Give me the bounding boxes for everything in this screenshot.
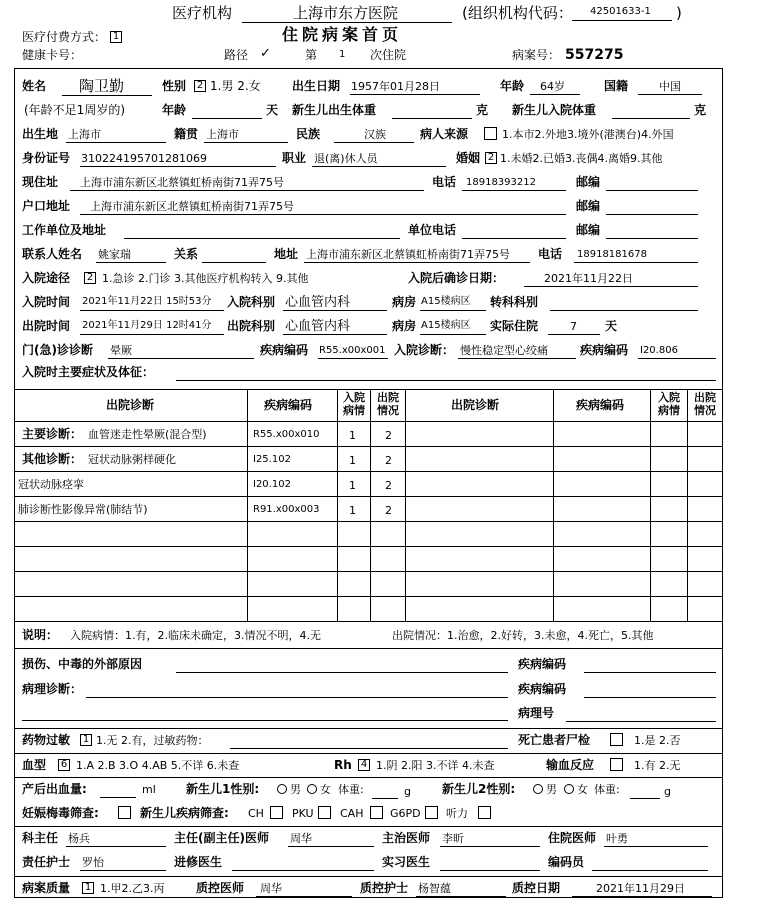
diag-in-status: 1 [349, 454, 356, 467]
diag-out-status: 2 [385, 504, 392, 517]
ml-unit: ml [142, 783, 156, 796]
resident-value: 叶勇 [606, 832, 628, 845]
screen-pku-label: PKU [292, 807, 314, 820]
sex-options: 1.男 2.女 [210, 79, 261, 93]
contact-phone-label: 电话 [538, 247, 563, 261]
age-value: 64岁 [540, 80, 565, 93]
quality-options: 1.甲2.乙3.丙 [100, 882, 165, 895]
col-in-right: 入院病情 [658, 391, 680, 417]
diag-out-status: 2 [385, 479, 392, 492]
col-out-right: 出院情况 [694, 391, 716, 417]
pay-label: 医疗付费方式： [22, 30, 107, 44]
nb2-sex-label: 新生儿2性别: [442, 782, 516, 796]
nb2-female-label: 女 [577, 783, 588, 796]
pp-blood-label: 产后出血量: [22, 782, 87, 796]
director-value: 杨兵 [68, 832, 90, 845]
ethnic-label: 民族 [296, 127, 321, 141]
out-dept-label: 出院科别 [227, 319, 276, 333]
screen-cah-checkbox[interactable] [370, 806, 383, 819]
gram-label-2: 克 [694, 103, 707, 117]
screen-g6pd-label: G6PD [390, 807, 421, 820]
chief-value: 周华 [290, 832, 312, 845]
autopsy-checkbox[interactable] [610, 733, 623, 746]
in-diag-label: 入院诊断： [394, 343, 455, 357]
nb1-weight-label: 体重: [338, 783, 364, 796]
times-value: 1 [339, 49, 346, 60]
id-label: 身份证号 [22, 151, 71, 165]
resident-label: 住院医师 [548, 831, 597, 845]
diag-in-status: 1 [349, 479, 356, 492]
nb1-g-unit: g [404, 785, 411, 798]
work-label: 工作单位及地址 [22, 223, 107, 237]
sex-box[interactable]: 2 [194, 80, 206, 92]
intern-label: 实习医生 [382, 855, 431, 869]
screen-hearing-checkbox[interactable] [478, 806, 491, 819]
er-diag-label: 门(急)诊诊断 [22, 343, 93, 357]
source-label: 病人来源 [420, 127, 469, 141]
native-value: 上海市 [206, 128, 239, 141]
job-label: 职业 [282, 151, 307, 165]
nation-label: 国籍 [604, 79, 629, 93]
contact-addr-label: 地址 [274, 247, 299, 261]
screen-cah-label: CAH [340, 807, 364, 820]
job-value: 退(离)休人员 [314, 152, 378, 165]
native-label: 籍贯 [174, 127, 199, 141]
col-code-left: 疾病编码 [264, 398, 313, 412]
nb-screen-label: 新生儿疾病筛查: [140, 806, 229, 820]
rh-box[interactable]: 4 [358, 759, 370, 771]
in-route-box[interactable]: 2 [84, 272, 96, 284]
ward-label-2: 病房 [392, 319, 417, 333]
screen-ch-checkbox[interactable] [270, 806, 283, 819]
allergy-options: 1.无 2.有，过敏药物： [96, 734, 209, 747]
page-title: 住院病案首页 [282, 25, 403, 44]
infant-note: (年龄不足1周岁的) [24, 103, 125, 117]
diag-name: 肺诊断性影像异常(肺结节) [18, 503, 148, 516]
autopsy-options: 1.是 2.否 [634, 734, 681, 747]
col-out-left: 出院情况 [377, 391, 399, 417]
ethnic-value: 汉族 [364, 128, 386, 141]
screen-g6pd-checkbox[interactable] [425, 806, 438, 819]
address-value: 上海市浦东新区北蔡镇虹桥南街71弄75号 [80, 176, 284, 189]
col-diag-right: 出院诊断 [451, 398, 500, 412]
diag-code: R55.x00x010 [253, 429, 320, 440]
screen-hearing-label: 听力 [446, 807, 468, 820]
coder-label: 编码员 [548, 855, 585, 869]
rh-label: Rh [334, 758, 352, 772]
org-code-close: ) [676, 4, 682, 22]
confirm-date: 2021年11月22日 [544, 272, 633, 285]
diag-code: I20.102 [253, 479, 291, 490]
days-unit: 天 [605, 319, 618, 333]
advanced-label: 进修医生 [174, 855, 223, 869]
transfusion-options: 1.有 2.无 [634, 759, 681, 772]
director-label: 科主任 [22, 831, 59, 845]
nb2-male-radio[interactable] [533, 784, 543, 794]
marital-box[interactable]: 2 [485, 152, 497, 164]
quality-box[interactable]: 1 [82, 882, 94, 894]
attending-value: 李昕 [442, 832, 464, 845]
record-number: 557275 [565, 47, 624, 63]
marital-options: 1.未婚2.已婚3.丧偶4.离婚9.其他 [500, 152, 663, 165]
route-checkbox[interactable]: ✓ [260, 46, 271, 61]
in-route-options: 1.急诊 2.门诊 3.其他医疗机构转入 9.其他 [102, 272, 309, 285]
note-label: 说明： [22, 628, 59, 642]
in-dept-label: 入院科别 [227, 295, 276, 309]
note-in: 入院病情：1.有，2.临床未确定，3.情况不明，4.无 [70, 629, 321, 642]
nb-in-weight-label: 新生儿入院体重 [512, 103, 597, 117]
address-label: 现住址 [22, 175, 59, 189]
birth-date: 1957年01月28日 [351, 80, 440, 93]
org-label: 医疗机构 [172, 4, 233, 22]
in-route-label: 入院途径 [22, 271, 71, 285]
post-label-2: 邮编 [576, 199, 601, 213]
ward-value-1: A15楼病区 [421, 296, 471, 307]
diag-in-status: 1 [349, 429, 356, 442]
diag-code: R91.x00x003 [253, 504, 320, 515]
post-label-1: 邮编 [576, 175, 601, 189]
nb1-female-label: 女 [320, 783, 331, 796]
allergy-label: 药物过敏 [22, 733, 71, 747]
pathology-code-label: 疾病编码 [518, 682, 567, 696]
autopsy-label: 死亡患者尸检 [518, 733, 591, 747]
infant-age-label: 年龄 [162, 103, 187, 117]
in-code-value: I20.806 [640, 345, 678, 356]
birthplace-value: 上海市 [68, 128, 101, 141]
diag-name: 冠状动脉痉挛 [18, 478, 84, 491]
syphilis-label: 妊娠梅毒筛查: [22, 806, 99, 820]
in-time-value: 2021年11月22日 15时53分 [82, 296, 212, 307]
transfusion-label: 输血反应 [546, 758, 595, 772]
phone-label: 电话 [432, 175, 457, 189]
col-in-left: 入院病情 [343, 391, 365, 417]
age-label: 年龄 [500, 79, 525, 93]
work-phone-label: 单位电话 [408, 223, 457, 237]
hukou-value: 上海市浦东新区北蔡镇虹桥南街71弄75号 [90, 200, 294, 213]
main-diag-prefix: 主要诊断： [22, 427, 83, 441]
nb2-g-unit: g [664, 785, 671, 798]
name-label: 姓名 [22, 79, 47, 93]
other-diag-prefix: 其他诊断： [22, 452, 83, 466]
ward-value-2: A15楼病区 [421, 320, 471, 331]
id-value: 310224195701281069 [81, 152, 207, 165]
injury-label: 损伤、中毒的外部原因 [22, 657, 143, 671]
nb2-female-radio[interactable] [564, 784, 574, 794]
transfer-label: 转科科别 [490, 295, 539, 309]
record-label: 病案号： [512, 48, 561, 62]
ward-label-1: 病房 [392, 295, 417, 309]
phone-value: 18918393212 [466, 177, 536, 188]
quality-label: 病案质量 [22, 881, 71, 895]
qc-nurse-value: 杨智蕴 [418, 882, 451, 895]
syphilis-checkbox[interactable] [118, 806, 131, 819]
diag-out-status: 2 [385, 454, 392, 467]
form-frame [14, 68, 723, 898]
blood-label: 血型 [22, 758, 47, 772]
gram-label-1: 克 [476, 103, 489, 117]
contact-phone-value: 18918181678 [577, 249, 647, 260]
nb1-male-radio[interactable] [277, 784, 287, 794]
symptom-label: 入院时主要症状及体征： [22, 365, 155, 379]
nurse-value: 罗怡 [82, 856, 104, 869]
source-options: 1.本市2.外地3.境外(港澳台)4.外国 [502, 128, 674, 141]
out-time-label: 出院时间 [22, 319, 71, 333]
times-label: 次住院 [370, 48, 407, 62]
pathology-label: 病理诊断： [22, 682, 83, 696]
diag-code: I25.102 [253, 454, 291, 465]
in-code-label: 疾病编码 [580, 343, 629, 357]
qc-date-value: 2021年11月29日 [596, 882, 685, 895]
diag-in-status: 1 [349, 504, 356, 517]
sex-label: 性别 [162, 79, 187, 93]
health-card-label: 健康卡号： [22, 48, 83, 62]
pay-box[interactable]: 1 [110, 31, 122, 43]
days-label: 实际住院 [490, 319, 539, 333]
injury-code-label: 疾病编码 [518, 657, 567, 671]
contact-addr-value: 上海市浦东新区北蔡镇虹桥南街71弄75号 [306, 248, 510, 261]
org-name: 上海市东方医院 [293, 4, 399, 22]
day-label: 天 [266, 103, 279, 117]
chief-label: 主任(副主任)医师 [174, 831, 269, 845]
org-code: 42501633-1 [590, 6, 651, 17]
pathology-no-label: 病理号 [518, 706, 555, 720]
in-dept-value: 心血管内科 [285, 295, 351, 310]
out-time-value: 2021年11月29日 12时41分 [82, 320, 212, 331]
screen-pku-checkbox[interactable] [318, 806, 331, 819]
col-diag-left: 出院诊断 [106, 398, 155, 412]
relation-label: 关系 [174, 247, 199, 261]
diag-out-status: 2 [385, 429, 392, 442]
marital-label: 婚姻 [456, 151, 481, 165]
diag-name: 冠状动脉粥样硬化 [88, 453, 176, 466]
nb-weight-label: 新生儿出生体重 [292, 103, 377, 117]
qc-nurse-label: 质控护士 [360, 881, 409, 895]
attending-label: 主治医师 [382, 831, 431, 845]
in-diag-value: 慢性稳定型心绞痛 [460, 344, 548, 357]
confirm-label: 入院后确诊日期： [408, 271, 505, 285]
nb1-female-radio[interactable] [307, 784, 317, 794]
di-label: 第 [305, 48, 318, 62]
hukou-label: 户口地址 [22, 199, 71, 213]
nation-value: 中国 [659, 80, 681, 93]
qc-doctor-value: 周华 [260, 882, 282, 895]
blood-box[interactable]: 6 [58, 759, 70, 771]
nb1-sex-label: 新生儿1性别: [186, 782, 260, 796]
nb1-male-label: 男 [290, 783, 301, 796]
post-label-3: 邮编 [576, 223, 601, 237]
col-code-right: 疾病编码 [576, 398, 625, 412]
nb2-male-label: 男 [546, 783, 557, 796]
note-out: 出院情况：1.治愈，2.好转，3.未愈，4.死亡，5.其他 [392, 629, 654, 642]
in-time-label: 入院时间 [22, 295, 71, 309]
route-label: 路径 [224, 48, 249, 62]
qc-doctor-label: 质控医师 [196, 881, 245, 895]
birthplace-label: 出生地 [22, 127, 59, 141]
er-code-label: 疾病编码 [260, 343, 309, 357]
screen-ch-label: CH [248, 807, 264, 820]
nurse-label: 责任护士 [22, 855, 71, 869]
blood-options: 1.A 2.B 3.O 4.AB 5.不详 6.未查 [76, 759, 240, 772]
er-code-value: R55.x00x001 [319, 345, 386, 356]
er-diag-value: 晕厥 [110, 344, 132, 357]
contact-label: 联系人姓名 [22, 247, 83, 261]
org-code-label: (组织机构代码： [462, 4, 573, 22]
transfusion-checkbox[interactable] [610, 758, 623, 771]
qc-date-label: 质控日期 [512, 881, 561, 895]
allergy-box[interactable]: 1 [80, 734, 92, 746]
source-checkbox[interactable] [484, 127, 497, 140]
rh-options: 1.阴 2.阳 3.不详 4.未查 [376, 759, 495, 772]
patient-name: 陶卫勤 [79, 77, 125, 95]
diag-name: 血管迷走性晕厥(混合型) [88, 428, 207, 441]
nb2-weight-label: 体重: [594, 783, 620, 796]
out-dept-value: 心血管内科 [285, 319, 351, 334]
days-value: 7 [570, 320, 577, 333]
birth-label: 出生日期 [292, 79, 341, 93]
contact-value: 姚家瑞 [98, 248, 131, 261]
